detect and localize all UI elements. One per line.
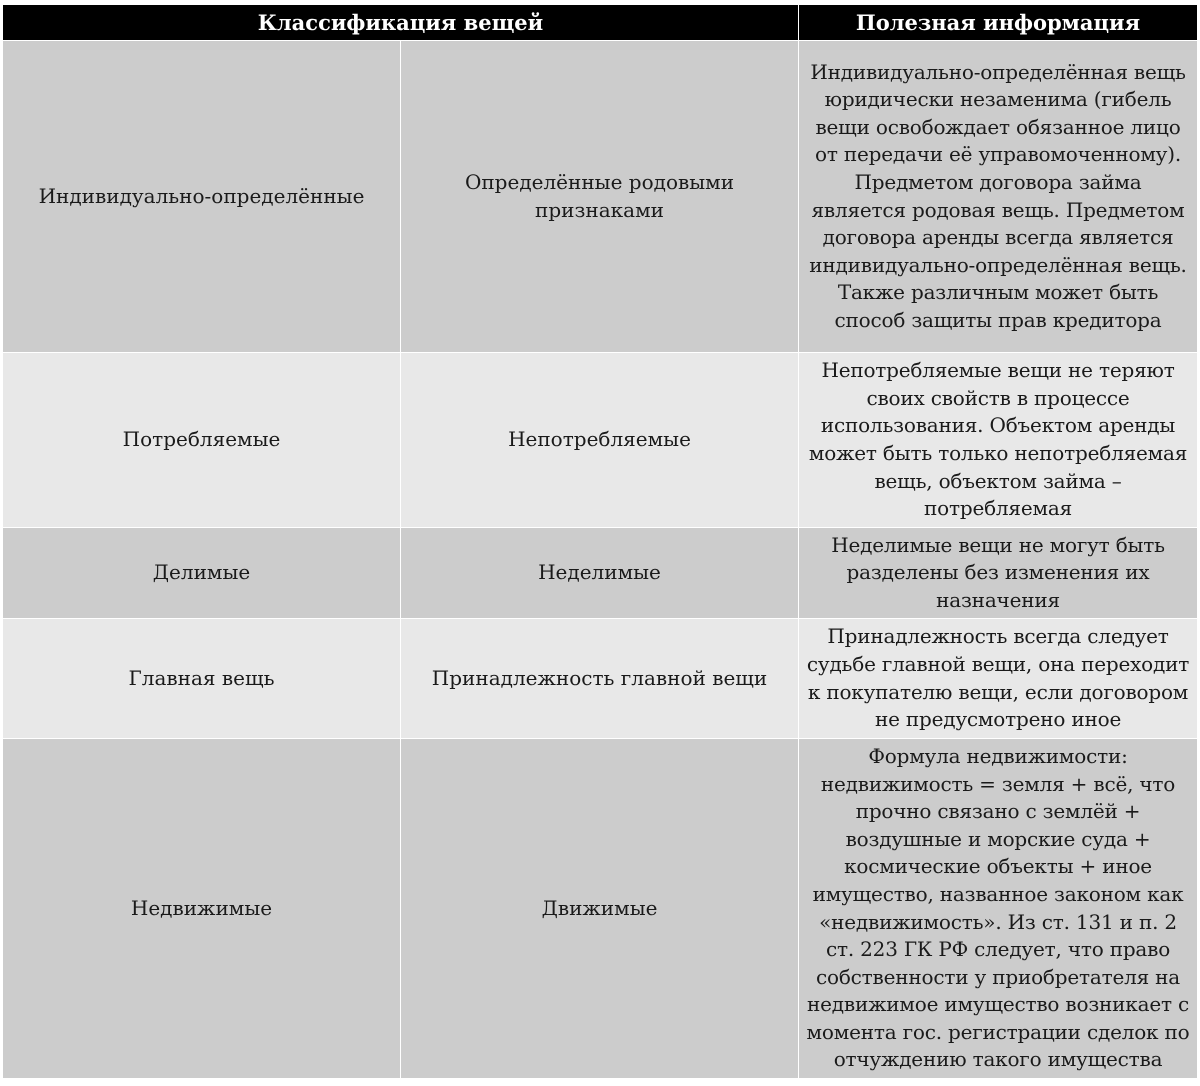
classification-header: Классификация вещей	[3, 5, 799, 41]
category-left-cell: Делимые	[3, 528, 401, 619]
header-row	[3, 5, 1198, 41]
table-row	[3, 41, 1198, 353]
category-right-cell: Принадлежность главной вещи	[401, 619, 799, 739]
category-left-cell: Главная вещь	[3, 619, 401, 739]
info-cell: Формула недвижимости: недвижимость = земля + всё, что прочно связано с землёй + воздушные и морские суда + космические объекты + иное имущество, названное законом как «недвижимость». Из ст. 131 и п. 2 ст. 223 ГК РФ следует, что право собственности у приобретателя на недвижимое имущество возникает с момента гос. регистрации сделок по отчуждению такого имущества	[799, 739, 1198, 1079]
table-row	[3, 353, 1198, 528]
category-right-cell: Определённые родовыми признаками	[401, 41, 799, 353]
category-left-cell: Индивидуально-определённые	[3, 41, 401, 353]
info-cell: Принадлежность всегда следует судьбе главной вещи, она переходит к покупателю вещи, если договором не предусмотрено иное	[799, 619, 1198, 739]
category-right-cell: Непотребляемые	[401, 353, 799, 528]
category-right-cell: Неделимые	[401, 528, 799, 619]
table-row	[3, 528, 1198, 619]
info-cell: Неделимые вещи не могут быть разделены без изменения их назначения	[799, 528, 1198, 619]
info-header: Полезная информация	[799, 5, 1198, 41]
table-row	[3, 619, 1198, 739]
category-left-cell: Недвижимые	[3, 739, 401, 1079]
info-cell: Индивидуально-определённая вещь юридически незаменима (гибель вещи освобождает обязанное лицо от передачи её управомоченному). Предметом договора займа является родовая вещь. Предметом договора аренды всегда является индивидуально-определённая вещь. Также различным может быть способ защиты прав кредитора	[799, 41, 1198, 353]
category-right-cell: Движимые	[401, 739, 799, 1079]
info-cell: Непотребляемые вещи не теряют своих свойств в процессе использования. Объектом аренды может быть только непотребляемая вещь, объектом займа – потребляемая	[799, 353, 1198, 528]
things-classification-table	[2, 4, 1198, 1079]
table-row	[3, 739, 1198, 1079]
category-left-cell: Потребляемые	[3, 353, 401, 528]
